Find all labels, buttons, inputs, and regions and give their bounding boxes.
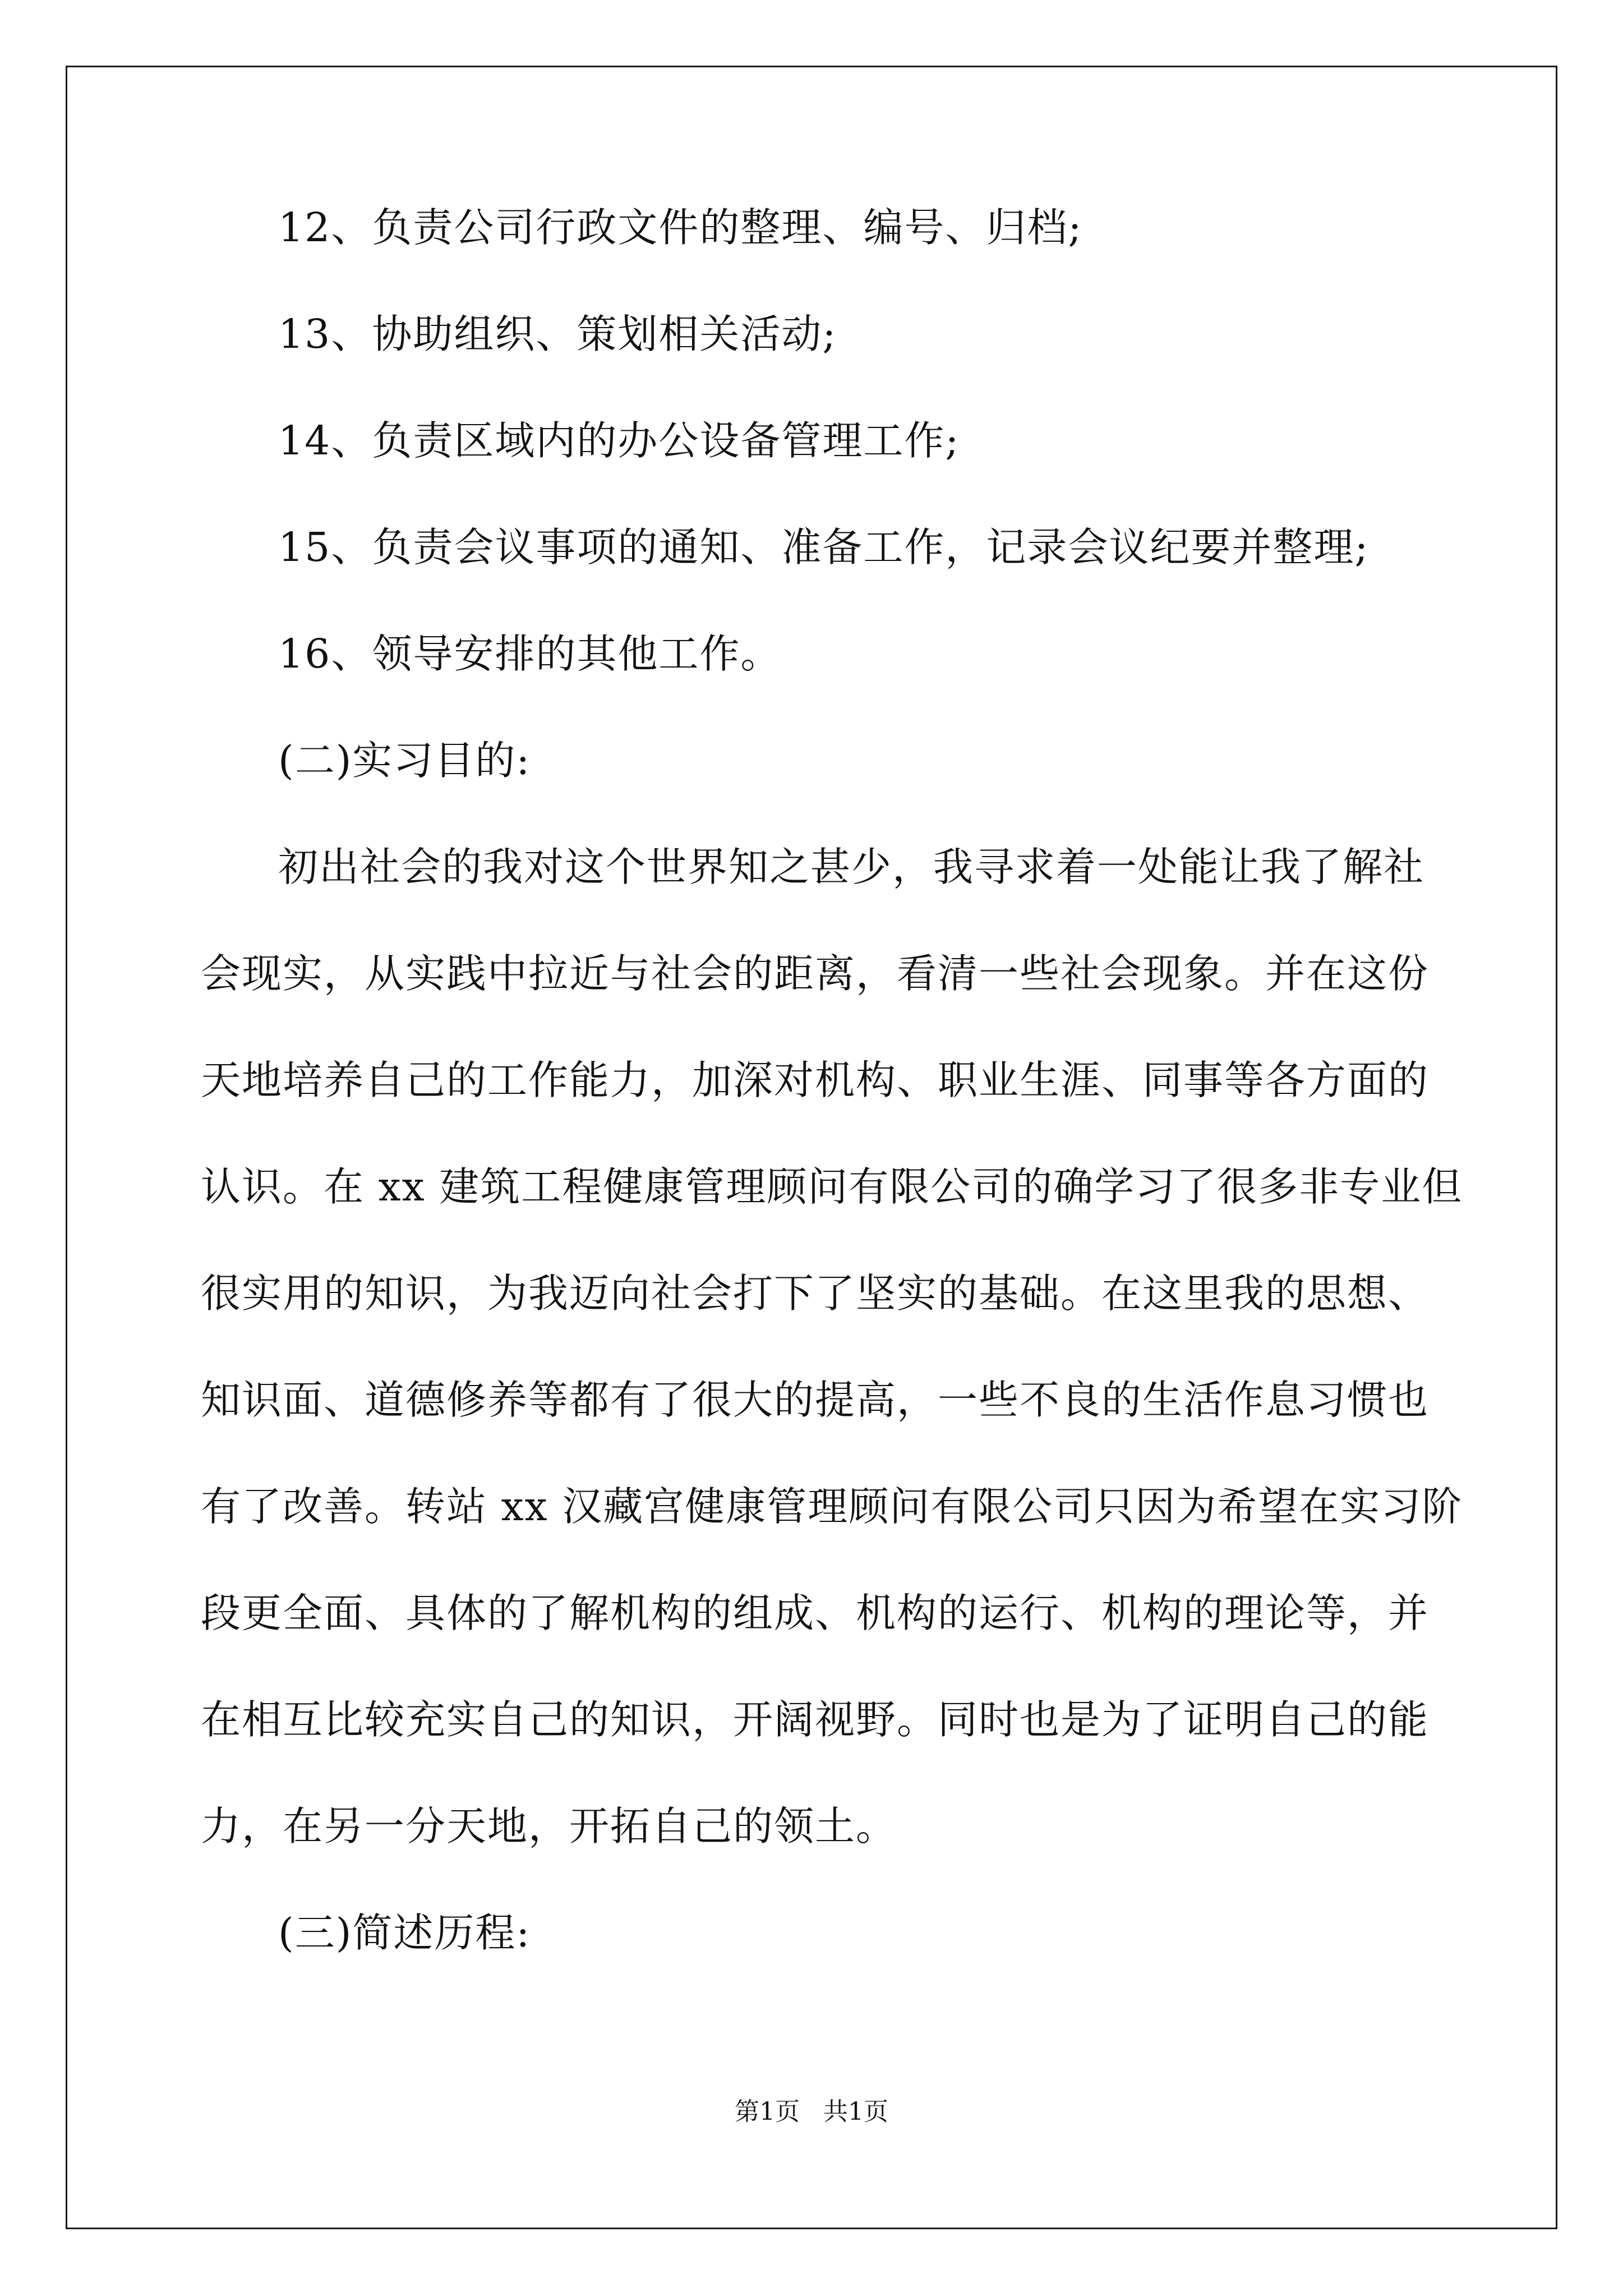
paragraph-line-3: 天地培养自己的工作能力，加深对机构、职业生涯、同事等各方面的 <box>201 1057 1430 1103</box>
list-item-16: 16、领导安排的其他工作。 <box>278 631 782 677</box>
paragraph-line-4: 认识。在 xx 建筑工程健康管理顾问有限公司的确学习了很多非专业但 <box>201 1163 1463 1210</box>
list-item-15: 15、负责会议事项的通知、准备工作，记录会议纪要并整理; <box>278 524 1370 570</box>
list-item-13: 13、协助组织、策划相关活动; <box>278 311 837 357</box>
page-footer: 第1页 共1页 <box>735 2097 888 2126</box>
section-heading-process: (三)简述历程: <box>278 1910 531 1956</box>
list-item-12: 12、负责公司行政文件的整理、编号、归档; <box>278 204 1083 251</box>
paragraph-line-10: 力，在另一分天地，开拓自己的领土。 <box>201 1803 897 1849</box>
page-border <box>66 66 1557 2229</box>
paragraph-line-1: 初出社会的我对这个世界知之甚少，我寻求着一处能让我了解社 <box>278 844 1425 890</box>
paragraph-line-8: 段更全面、具体的了解机构的组成、机构的运行、机构的理论等，并 <box>201 1590 1430 1636</box>
paragraph-line-7: 有了改善。转站 xx 汉藏宫健康管理顾问有限公司只因为希望在实习阶 <box>201 1483 1463 1530</box>
section-heading-purpose: (二)实习目的: <box>278 737 531 784</box>
list-item-14: 14、负责区域内的办公设备管理工作; <box>278 417 960 464</box>
paragraph-line-5: 很实用的知识，为我迈向社会打下了坚实的基础。在这里我的思想、 <box>201 1270 1430 1317</box>
paragraph-line-9: 在相互比较充实自己的知识，开阔视野。同时也是为了证明自己的能 <box>201 1696 1430 1743</box>
paragraph-line-6: 知识面、道德修养等都有了很大的提高，一些不良的生活作息习惯也 <box>201 1377 1430 1423</box>
paragraph-line-2: 会现实，从实践中拉近与社会的距离，看清一些社会现象。并在这份 <box>201 950 1430 997</box>
